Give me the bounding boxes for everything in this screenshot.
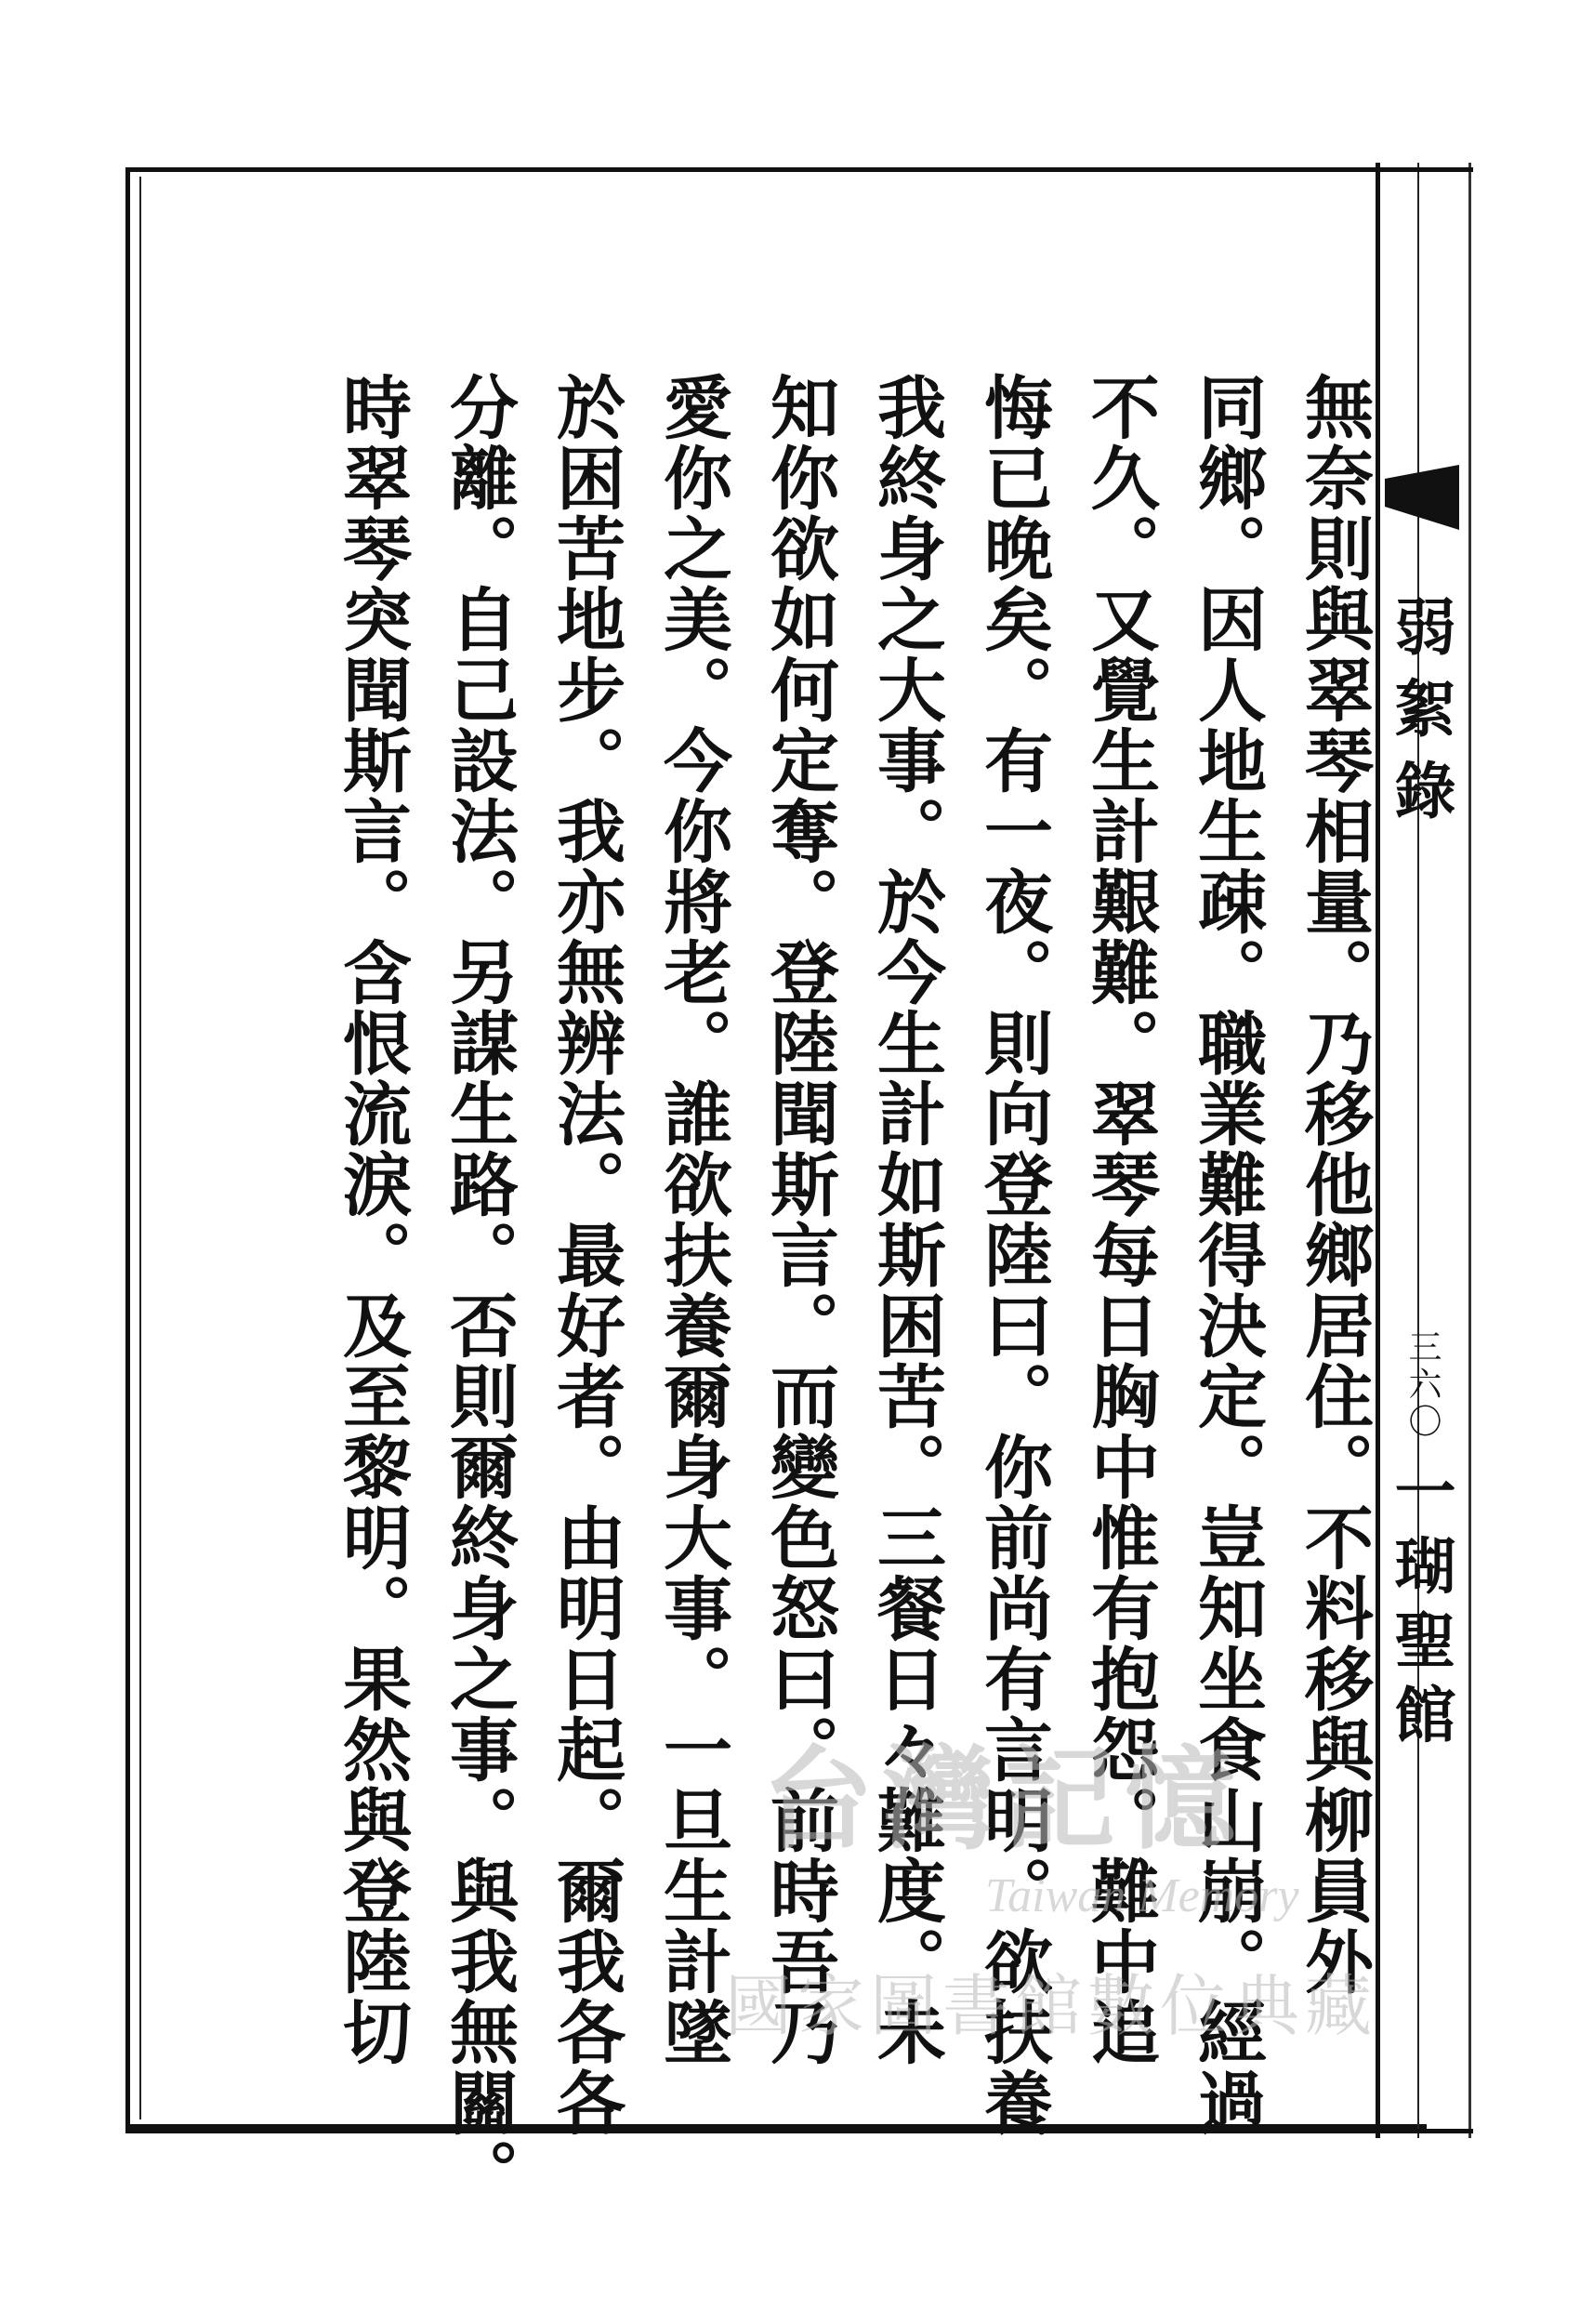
library-watermark: [725, 1692, 1487, 2082]
text-column-8: 於困苦地步。我亦無辨法。最好者。由明日起。爾我各各: [546, 372, 625, 2138]
page-number: 三六〇: [1403, 1329, 1442, 1441]
margin-book-title: 弱絮錄: [1384, 595, 1456, 840]
text-column-9: 分離。自己設法。另謀生路。否則爾終身之事。與我無關。: [439, 372, 519, 2209]
text-column-5: 我終身之大事。於今生計如斯困苦。三餐日々難度。未: [866, 372, 946, 2067]
top-rule: [1362, 167, 1473, 172]
bottom-rule: [125, 2129, 1473, 2133]
watermark-institution: 國家圖書館數位典藏: [725, 1967, 1378, 2045]
fishtail-mark-icon: [1385, 465, 1459, 530]
frame-inner-line: [139, 177, 141, 2119]
text-column-10: 時翠琴突聞斯言。含恨流淚。及至黎明。果然與登陸切: [332, 372, 412, 2067]
text-column-2: 同鄉。因人地生疎。職業難得決定。豈知坐食山崩。經過: [1187, 372, 1267, 2138]
text-column-6: 知你欲如何定奪。登陸聞斯言。而變色怒曰。前時吾乃: [759, 372, 839, 2067]
watermark-title: 台灣記憶: [762, 1734, 1245, 1865]
text-column-4: 悔已晚矣。有一夜。則向登陸曰。你前尚有言明。欲扶養: [973, 372, 1053, 2138]
margin-publisher: 一瑚聖館: [1384, 1459, 1456, 1757]
text-column-7: 愛你之美。今你將老。誰欲扶養爾身大事。一旦生計墜: [652, 372, 732, 2067]
watermark-english: Taiwan Memory: [985, 1869, 1299, 1922]
text-column-3: 不久。又覺生計艱難。翠琴每日胸中惟有抱怨。難中追: [1080, 372, 1160, 2067]
text-column-1: 無奈則與翠琴相量。乃移他鄉居住。不料移與柳員外: [1294, 372, 1374, 1997]
